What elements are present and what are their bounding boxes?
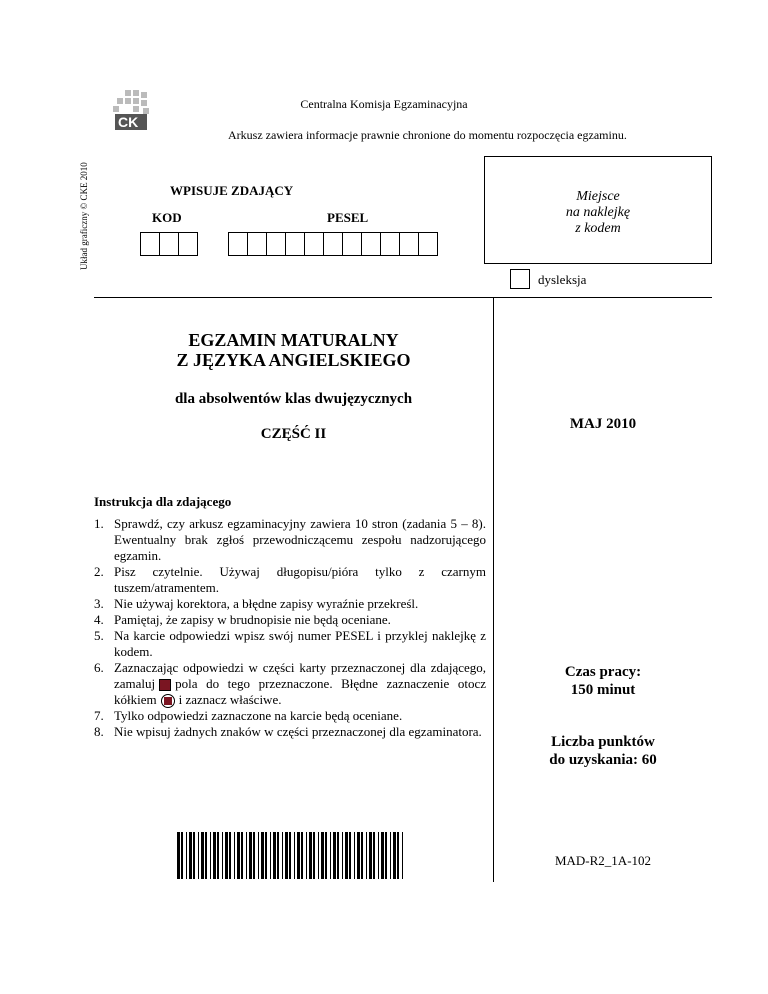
circled-square-icon [161,694,175,708]
barcode [177,832,405,879]
instruction-item: 2. Pisz czytelnie. Używaj długopisu/pióra tylko z czarnym tuszem/atramentem. [94,564,486,595]
header-info: Arkusz zawiera informacje prawnie chronione do momentu rozpoczęcia egzaminu. [228,128,627,142]
exam-part: CZĘŚĆ II [260,426,327,442]
points-line1: Liczba punktów [551,734,655,750]
pesel-box[interactable] [266,232,286,256]
dyslexia-checkbox[interactable] [510,269,530,289]
kod-label: KOD [152,210,182,225]
pesel-box[interactable] [418,232,438,256]
instructions-list [94,516,486,740]
pesel-box[interactable] [380,232,400,256]
pesel-boxes[interactable] [229,232,438,256]
pesel-box[interactable] [285,232,305,256]
time-line1: Czas pracy: [564,664,642,680]
pesel-box[interactable] [399,232,419,256]
exam-title [94,330,493,370]
instruction-item: 4. Pamiętaj, że zapisy w brudnopisie nie będą oceniane. [94,612,391,627]
candidate-heading: WPISUJE ZDAJĄCY [170,183,294,198]
exam-date: MAJ 2010 [569,416,637,432]
exam-title-line1: EGZAMIN MATURALNY [188,330,399,350]
points-info [494,733,712,769]
pesel-box[interactable] [247,232,267,256]
pesel-box[interactable] [361,232,381,256]
sticker-area [484,156,712,264]
time-info [494,663,712,699]
institution-name: Centralna Komisja Egzaminacyjna [300,97,468,111]
kod-boxes[interactable] [141,232,198,256]
pesel-label: PESEL [327,210,369,225]
instruction-item: 8. Nie wpisuj żadnych znaków w części przeznaczonej dla egzaminatora. [94,724,482,740]
points-line2: do uzyskania: 60 [549,752,657,768]
exam-title-line2: Z JĘZYKA ANGIELSKIEGO [176,350,411,370]
instruction-item: 1. Sprawdź, czy arkusz egzaminacyjny zawiera 10 stron (zadania 5 – 8). Ewentualny brak zgłoś przewodniczącemu zespołu nadzorującego egzamin. [94,516,486,563]
kod-box[interactable] [140,232,160,256]
pesel-box[interactable] [228,232,248,256]
graphic-credit: Układ graficzny © CKE 2010 [79,162,89,270]
pesel-box[interactable] [323,232,343,256]
dyslexia-label: dysleksja [538,272,587,287]
divider-horizontal [94,297,712,298]
divider-vertical [493,298,494,882]
kod-box[interactable] [178,232,198,256]
filled-square-icon [159,679,171,691]
sticker-line2: na naklejkę [565,205,631,220]
sticker-line1: Miejsce [576,189,620,204]
sheet-code: MAD-R2_1A-102 [554,853,652,868]
sticker-line3: z kodem [575,221,621,236]
instruction-item: 7. Tylko odpowiedzi zaznaczone na karcie będą oceniane. [94,708,403,724]
instructions-title: Instrukcja dla zdającego [94,494,232,509]
time-line2: 150 minut [570,682,636,698]
exam-subtitle: dla absolwentów klas dwujęzycznych [174,391,413,407]
logo-text: CK [118,114,139,130]
pesel-box[interactable] [342,232,362,256]
instruction-item: 6. Zaznaczając odpowiedzi w części karty przeznaczonej dla zdającego, zamaluj pola do tego przeznaczone. Błędne zaznaczenie otocz kółkiem i zaznacz właściwe. [94,660,486,707]
instruction-item: 5. Na karcie odpowiedzi wpisz swój numer PESEL i przyklej naklejkę z kodem. [94,628,486,659]
kod-box[interactable] [159,232,179,256]
instruction-item: 3. Nie używaj korektora, a błędne zapisy wyraźnie przekreśl. [94,596,419,611]
pesel-box[interactable] [304,232,324,256]
